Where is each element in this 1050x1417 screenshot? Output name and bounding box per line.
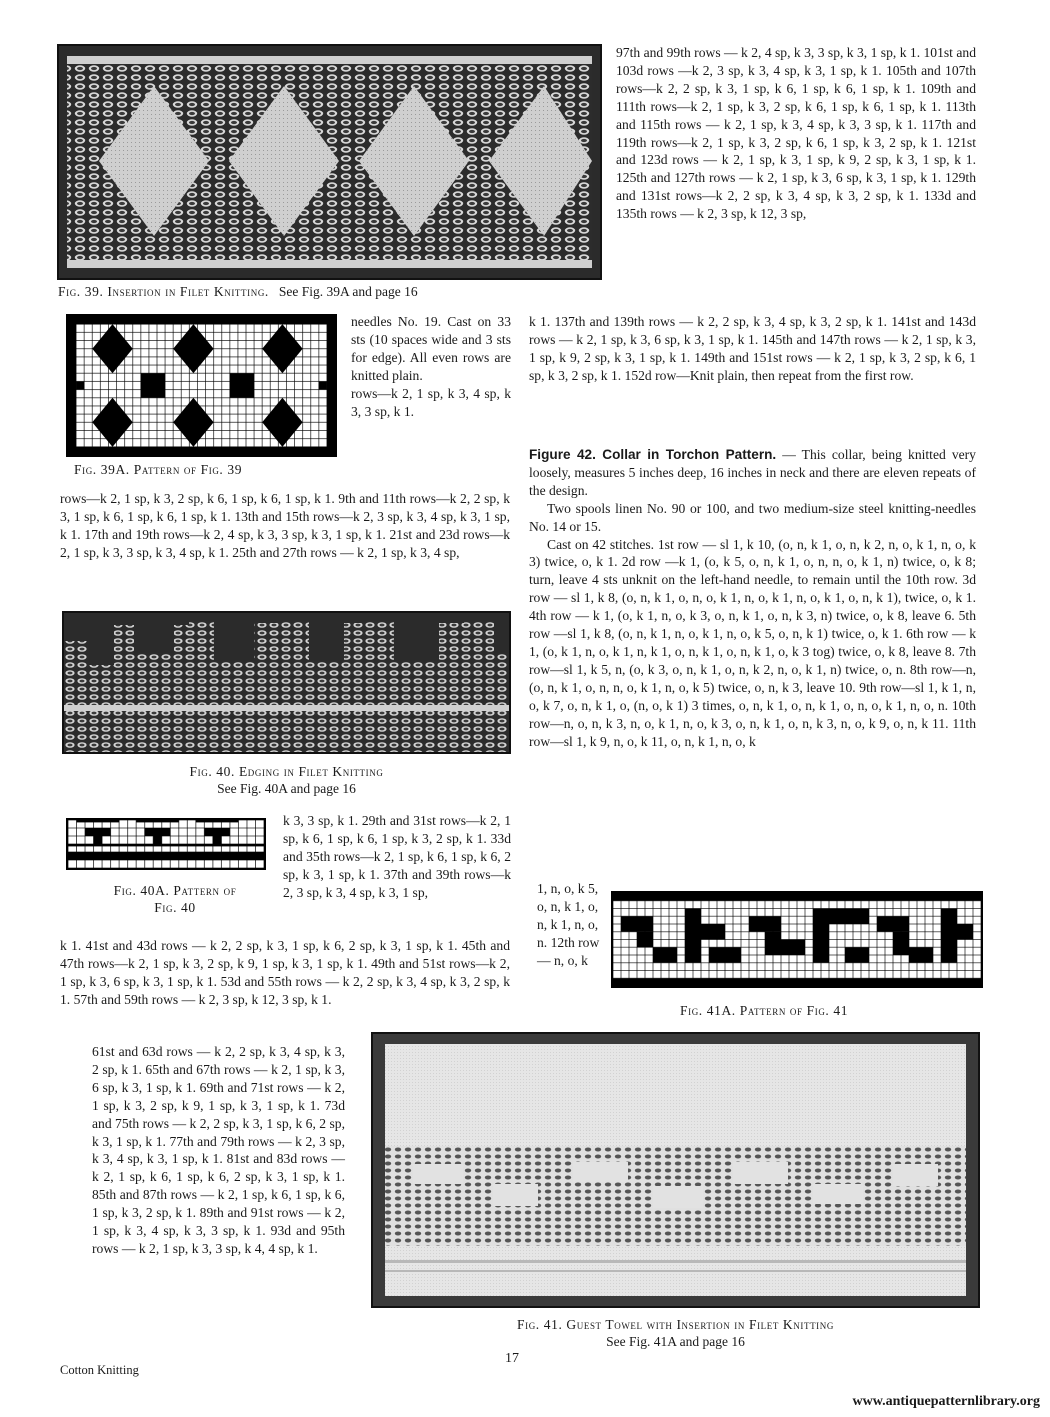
fig39a-side-text — [351, 313, 511, 420]
left-narrow-text — [92, 1043, 345, 1258]
right-top-paragraph: 97th and 99th rows — k 2, 4 sp, k 3, 3 sp, k 3, 1 sp, k 1. 101st and 103d rows —k 2, 3 sp, k 3, 4 sp, k 3, 1 sp, k 1. 105th and 107th rows—k 2, 2 sp, k 3, 1 sp, k 6, 1 sp, k 6, 1 sp, k 1. 109th and 111th rows—k 2, 1 sp, k 3, 2 sp, k 6, 1 sp, k 6, 1 sp, k 1. 113th and 115th rows — k 2, 1 sp, k 3, 4 sp, k 3, 3 sp, k 1. 117th and 119th rows—k 2, 1 sp, k 3, 2 sp, k 6, 1 sp, k 3, 2 sp, k 1. 121st and 123d rows — k 2, 1 sp, k 3, 1 sp, k 9, 2 sp, k 3, 1 sp, k 1. 125th and 127th rows — k 2, 1 sp, k 3, 6 sp, k 3, 1 sp, k 1. 129th and 131st rows—k 2, 2 sp, k 3, 4 sp, k 3, 2 sp, k 1. 133d and 135th rows — k 2, 3 sp, k 12, 3 sp, — [616, 45, 976, 222]
fig40a-side-text — [283, 812, 511, 902]
fig39a-side-paragraph: needles No. 19. Cast on 33 sts (10 spaces wide and 3 sts for edge). All even rows are knitted plain. — [351, 314, 511, 383]
fig39-rows-paragraph: rows—k 2, 1 sp, k 3, 2 sp, k 6, 1 sp, k 6, 1 sp, k 1. 9th and 11th rows—k 2, 2 sp, k 3, 1 sp, k 6, 1 sp, k 6, 1 sp, k 1. 13th and 15th rows—k 2, 3 sp, k 3, 4 sp, k 3, 1 sp, k 1. 17th and 19th rows—k 2, 4 sp, k 3, 3 sp, k 3, 1 sp, k 1. 21st and 23d rows—k 2, 1 sp, k 3, 3 sp, k 3, 4 sp, k 1. 25th and 27th rows — k 2, 1 sp, k 3, 4 sp, — [60, 491, 510, 560]
fig41-caption-title: Fig. 41. Guest Towel with Insertion in Filet Knitting — [517, 1317, 834, 1332]
left-text-block-1 — [60, 490, 510, 562]
fig39-photo — [57, 44, 602, 280]
right-wide-paragraph: k 1. 137th and 139th rows — k 2, 2 sp, k 3, 4 sp, k 3, 2 sp, k 1. 141st and 143d rows — k 2, 1 sp, k 3, 6 sp, k 3, 1 sp, k 1. 145th and 147th rows — k 2, 1 sp, k 3, 1 sp, k 9, 2 sp, k 3, 1 sp, k 1. 149th and 151st rows — k 2, 1 sp, k 3, 2 sp, k 6, 1 sp, k 3, 2 sp, k 1. 152d row—Knit plain, then repeat from the first row. — [529, 314, 976, 383]
fig40-caption — [62, 763, 511, 797]
fig40a-side-paragraph: k 3, 3 sp, k 1. 29th and 31st rows—k 2, 1 sp, k 6, 1 sp, k 6, 1 sp, k 3, 2 sp, k 1. 33d and 35th rows—k 2, 1 sp, k 6, 1 sp, k 6, 2 sp, k 3, 1 sp, k 1. 37th and 39th rows—k 2, 3 sp, k 3, 4 sp, k 3, 1 sp, — [283, 813, 511, 900]
fig40-rows-paragraph: k 1. 41st and 43d rows — k 2, 2 sp, k 3, 1 sp, k 6, 2 sp, k 3, 1 sp, k 1. 45th and 47th rows—k 2, 1 sp, k 3, 2 sp, k 9, 1 sp, k 3, 1 sp, k 1. 49th and 51st rows—k 2, 1 sp, k 3, 6 sp, k 3, 1 sp, k 1. 53d and 55th rows — k 2, 2 sp, k 3, 4 sp, k 3, 2 sp, k 1. 57th and 59th rows — k 2, 3 sp, k 12, 3 sp, k 1. — [60, 938, 510, 1007]
fig41a-caption: Fig. 41A. Pattern of Fig. 41 — [680, 1003, 849, 1018]
narrow-rows-paragraph: 61st and 63d rows — k 2, 2 sp, k 3, 4 sp, k 3, 2 sp, k 1. 65th and 67th rows — k 2, 1 sp, k 3, 6 sp, k 3, 1 sp, k 1. 69th and 71st rows — k 2, 1 sp, k 3, 2 sp, k 9, 1 sp, k 3, 1 sp, k 1. 73d and 75th rows — k 2, 2 sp, k 3, 1 sp, k 6, 2 sp, k 3, 1 sp, k 1. 77th and 79th rows — k 2, 3 sp, k 3, 4 sp, k 3, 1 sp, k 1. 81st and 83d rows — k 2, 1 sp, k 6, 1 sp, k 6, 2 sp, k 3, 1 sp, k 1. 85th and 87th rows — k 2, 1 sp, k 6, 1 sp, k 6, 1 sp, k 3, 2 sp, k 1. 89th and 91st rows — k 2, 1 sp, k 3, 4 sp, k 3, 3 sp, k 1. 93d and 95th rows — k 2, 1 sp, k 3, 3 sp, k 4, 4 sp, k 1. — [92, 1044, 345, 1256]
fig39a-side-paragraph-b: rows—k 2, 1 sp, k 3, 4 sp, k 3, 3 sp, k 1. — [351, 385, 511, 419]
fig39-caption — [58, 283, 618, 300]
fig42-rows: Cast on 42 stitches. 1st row — sl 1, k 10, (o, n, k 1, o, n, k 2, n, o, k 1, n, o, k 3) twice, o, k 1. 2d row —k 1, (o, k 5, o, n, k 1, o, n, n, o, k 1, n) twice, o, k 8; turn, leave 4 sts unknit on the left-hand needle, to remain until the 10th row. 3d row — sl 1, k 8, (o, n, k 1, o, n, o, k 1, n, o, k 1, n, o, k 1, o, n, k 1), twice, o, k 1. 4th row — k 1, (o, k 1, n, o, k 3, o, n, k 1, o, n, k 3, n) twice, o, k 8, leave 6. 5th row —sl 1, k 8, (o, n, k 1, n, o, k 1, n, o, k 5, o, n, k 1) twice, o, k 1. 6th row — k 1, (o, k 1, n, o, k 1, n, k 1, o, n, k 1, o, n, k 1, o, k 3 tog) twice, o, k 8, leave 8. 7th row—sl 1, k 5, n, (o, k 3, o, n, k 1, o, n, k 2, n, o, k 1, n) twice, o, n. 8th row—n, (o, n, k 1, o, n, n, o, k 1, n, o, k 5) twice, o, n, k 3, leave 10. 9th row—sl 1, k 1, n, o, k 7, o, n, k 1, o, (n, o, k 1) 3 times, o, n, k 1, o, n, k 1, o, n, o, k 1, n, o, n. 10th row—n, o, n, k 3, n, o, k 1, n, o, k 3, o, n, k 1, o, n, k 3, n, o, k 9, o, n, k 11. 11th row—sl 1, k 9, n, o, k 11, o, n, k 1, n, o, k — [529, 536, 976, 749]
fig39a-grid-svg — [68, 316, 335, 455]
fig39a-pattern-grid — [66, 314, 337, 457]
fig40-caption-see: See Fig. 40A and page 16 — [217, 781, 356, 796]
right-wide-text — [529, 313, 976, 385]
fig42-section — [529, 446, 976, 750]
footer-url[interactable]: www.antiquepatternlibrary.org — [852, 1394, 1040, 1409]
fig42-title: Figure 42. Collar in Torchon Pattern. — [529, 447, 777, 462]
fig41-caption — [371, 1316, 980, 1350]
right-top-text — [616, 44, 976, 223]
fig40a-caption — [70, 882, 280, 916]
fig39a-caption: Fig. 39A. Pattern of Fig. 39 — [74, 462, 243, 477]
fig42-materials: Two spools linen No. 90 or 100, and two medium-size steel knitting-needles No. 14 or 15. — [529, 500, 976, 534]
fig40-caption-title: Fig. 40. Edging in Filet Knitting — [189, 764, 384, 779]
fig40-lace-image — [64, 613, 509, 752]
fig41a-pattern-grid — [611, 891, 983, 988]
fig40a-caption-line1: Fig. 40A. Pattern of — [113, 883, 237, 898]
fig39-lace-image — [59, 46, 600, 278]
fig39-caption-see: See Fig. 39A and page 16 — [278, 284, 418, 299]
fig41-towel-image — [373, 1034, 978, 1306]
fig39-caption-title: Fig. 39. Insertion in Filet Knitting. — [58, 284, 269, 299]
fig41-caption-see: See Fig. 41A and page 16 — [606, 1334, 745, 1349]
fig40a-grid-svg — [68, 820, 264, 868]
fig41a-grid-svg — [613, 893, 981, 986]
fig42-intro: — This collar, being knitted very loosely, measures 5 inches deep, 16 inches in neck and there are eleven repeats of the design. — [529, 447, 976, 498]
fig42-side-paragraph: 1, n, o, k 5, o, n, k 1, o, n, k 1, n, o, n. 12th row — n, o, k — [537, 881, 600, 968]
fig40a-pattern-grid — [66, 818, 266, 870]
fig41-photo — [371, 1032, 980, 1308]
fig40a-caption-line2: Fig. 40 — [154, 900, 196, 915]
footer-book-title: Cotton Knitting — [60, 1363, 139, 1377]
fig42-side-text — [537, 880, 607, 970]
fig40-photo — [62, 611, 511, 754]
left-text-block-2 — [60, 937, 510, 1009]
page-number: 17 — [505, 1351, 519, 1366]
